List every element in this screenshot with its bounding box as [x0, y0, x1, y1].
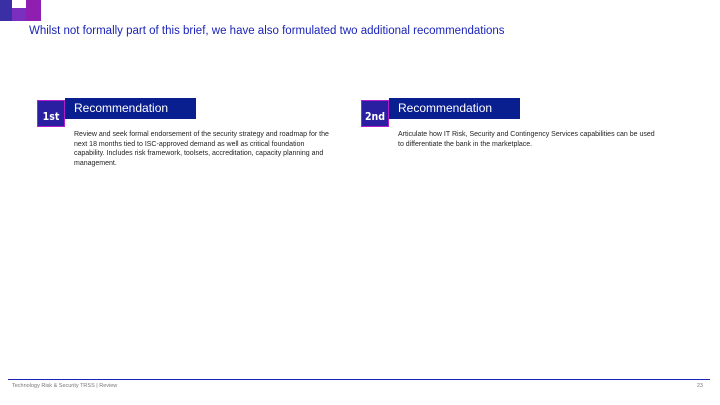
brand-logo — [0, 0, 42, 21]
footer-text: Technology Risk & Security TRSS | Review — [12, 383, 118, 389]
recommendation-heading-2: Recommendation — [389, 98, 520, 119]
logo-block-3 — [26, 0, 41, 21]
recommendation-heading-1: Recommendation — [65, 98, 196, 119]
logo-block-2 — [12, 8, 26, 21]
page-number: 23 — [696, 383, 703, 389]
logo-block-1 — [0, 0, 12, 21]
ordinal-badge-1: 1st — [37, 100, 65, 127]
recommendation-body-2: Articulate how IT Risk, Security and Contingency Services capabilities can be used to differentiate the bank in the marketplace. — [398, 131, 655, 148]
footer-divider — [8, 379, 710, 380]
recommendation-body-1: Review and seek formal endorsement of the security strategy and roadmap for the next 18 months tied to ISC-approved demand as well as critical foundation capability. Includes risk framework, toolsets, accreditation, capacity planning and management. — [74, 131, 329, 167]
slide-title: Whilst not formally part of this brief, we have also formulated two additional recommendations — [29, 25, 505, 37]
ordinal-badge-2: 2nd — [361, 100, 389, 127]
